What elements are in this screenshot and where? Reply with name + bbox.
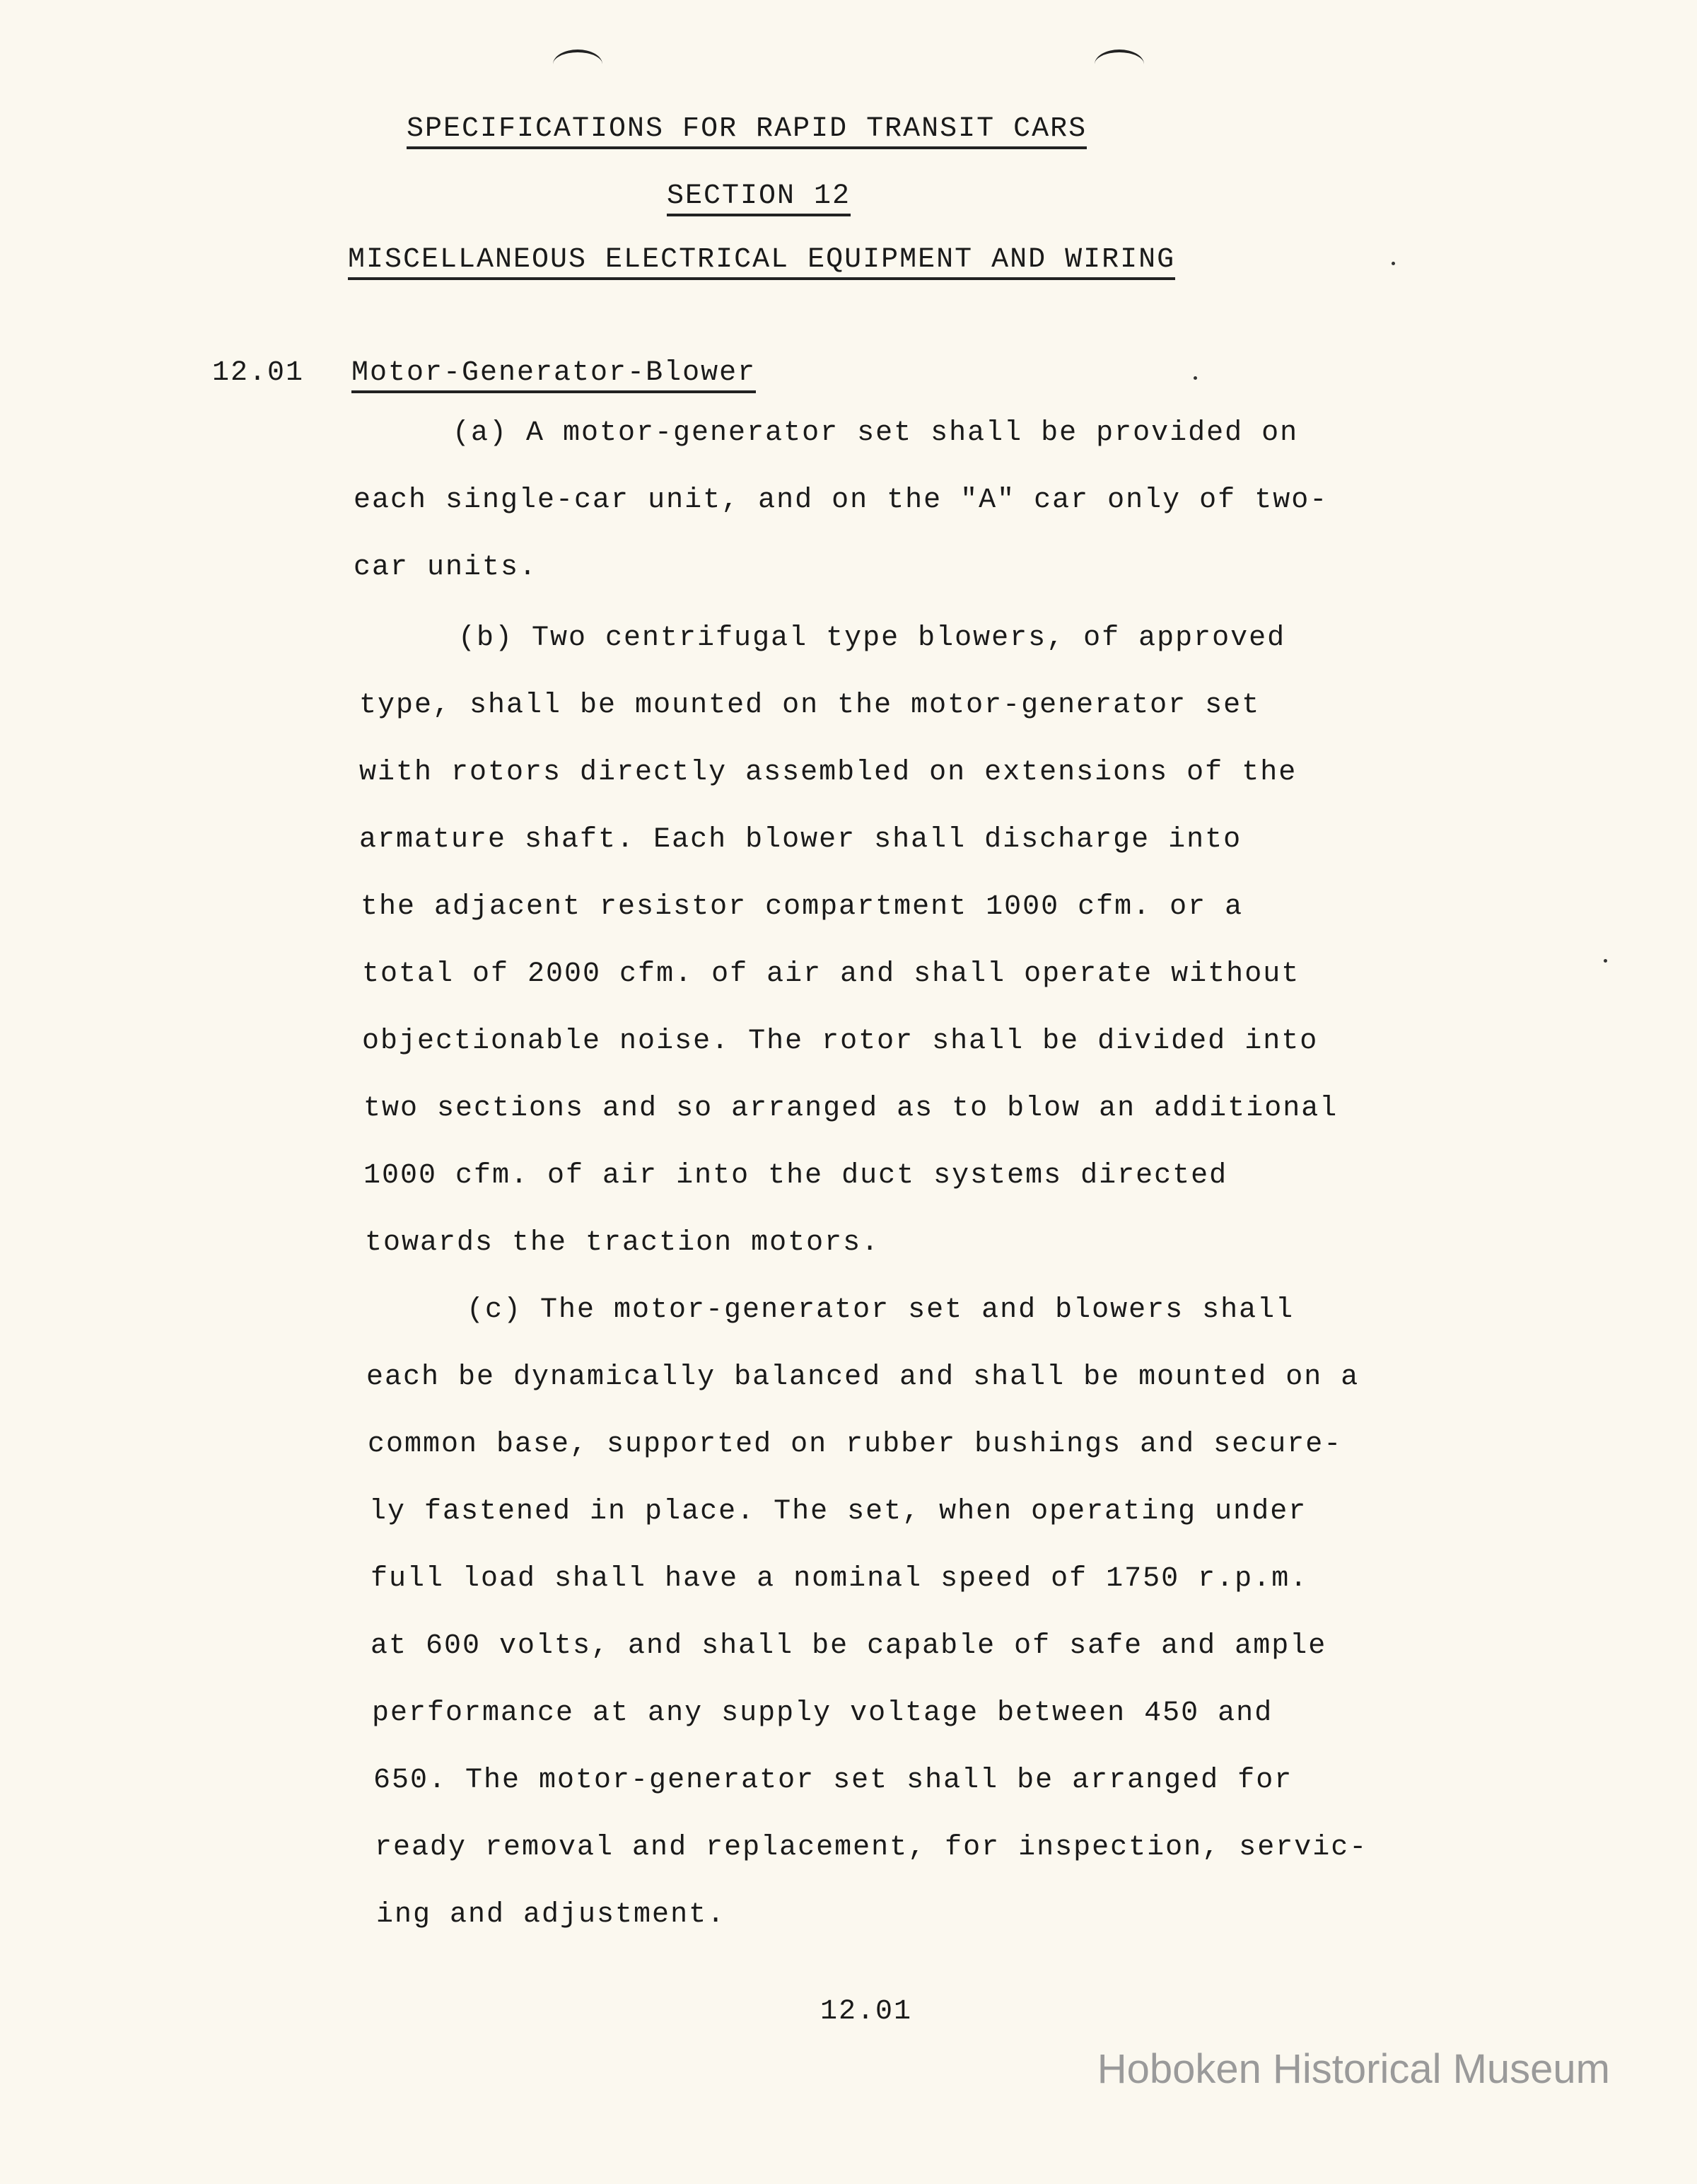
body-line: at 600 volts, and shall be capable of safe and ample [371,1630,1327,1662]
body-line: objectionable noise. The rotor shall be divided into [362,1026,1319,1057]
body-line: 1000 cfm. of air into the duct systems directed [363,1160,1228,1192]
body-line: the adjacent resistor compartment 1000 cfm. or a [361,891,1244,923]
paper-speck [1194,376,1197,380]
body-line: car units. [354,552,538,583]
body-line: (a) A motor-generator set shall be provided on [453,417,1299,449]
body-line: (b) Two centrifugal type blowers, of approved [458,622,1286,654]
body-line: with rotors directly assembled on extensions of the [359,757,1297,789]
body-line: armature shaft. Each blower shall discharge into [359,824,1242,856]
body-line: type, shall be mounted on the motor-generator set [359,690,1261,721]
body-line: (c) The motor-generator set and blowers shall [467,1294,1295,1326]
body-line: each single-car unit, and on the "A" car only of two- [354,484,1329,516]
body-line: ly fastened in place. The set, when operating under [369,1496,1307,1528]
page-number: 12.01 [820,1996,913,2028]
subsection-title: Motor-Generator-Blower [351,357,756,393]
subsection-number: 12.01 [212,357,305,389]
body-line: ready removal and replacement, for inspection, servic- [375,1832,1368,1864]
punch-hole-mark [1095,50,1144,79]
body-line: total of 2000 cfm. of air and shall operate without [362,958,1300,990]
document-title: SPECIFICATIONS FOR RAPID TRANSIT CARS [407,113,1087,149]
body-line: towards the traction motors. [365,1227,880,1259]
body-line: common base, supported on rubber bushings and secure- [368,1429,1343,1460]
body-line: performance at any supply voltage between 450 and [372,1697,1273,1729]
body-line: full load shall have a nominal speed of 1750 r.p.m. [371,1563,1309,1595]
body-line: 650. The motor-generator set shall be arranged for [373,1765,1293,1796]
body-line: two sections and so arranged as to blow an additional [363,1093,1339,1125]
museum-watermark: Hoboken Historical Museum [1097,2046,1610,2092]
punch-hole-mark [553,50,602,79]
paper-speck [1604,959,1607,963]
section-subtitle: MISCELLANEOUS ELECTRICAL EQUIPMENT AND WIRING [348,244,1175,280]
paper-speck [1392,262,1395,265]
body-line: ing and adjustment. [376,1899,726,1931]
body-line: each be dynamically balanced and shall be mounted on a [366,1361,1360,1393]
section-heading: SECTION 12 [667,180,851,216]
